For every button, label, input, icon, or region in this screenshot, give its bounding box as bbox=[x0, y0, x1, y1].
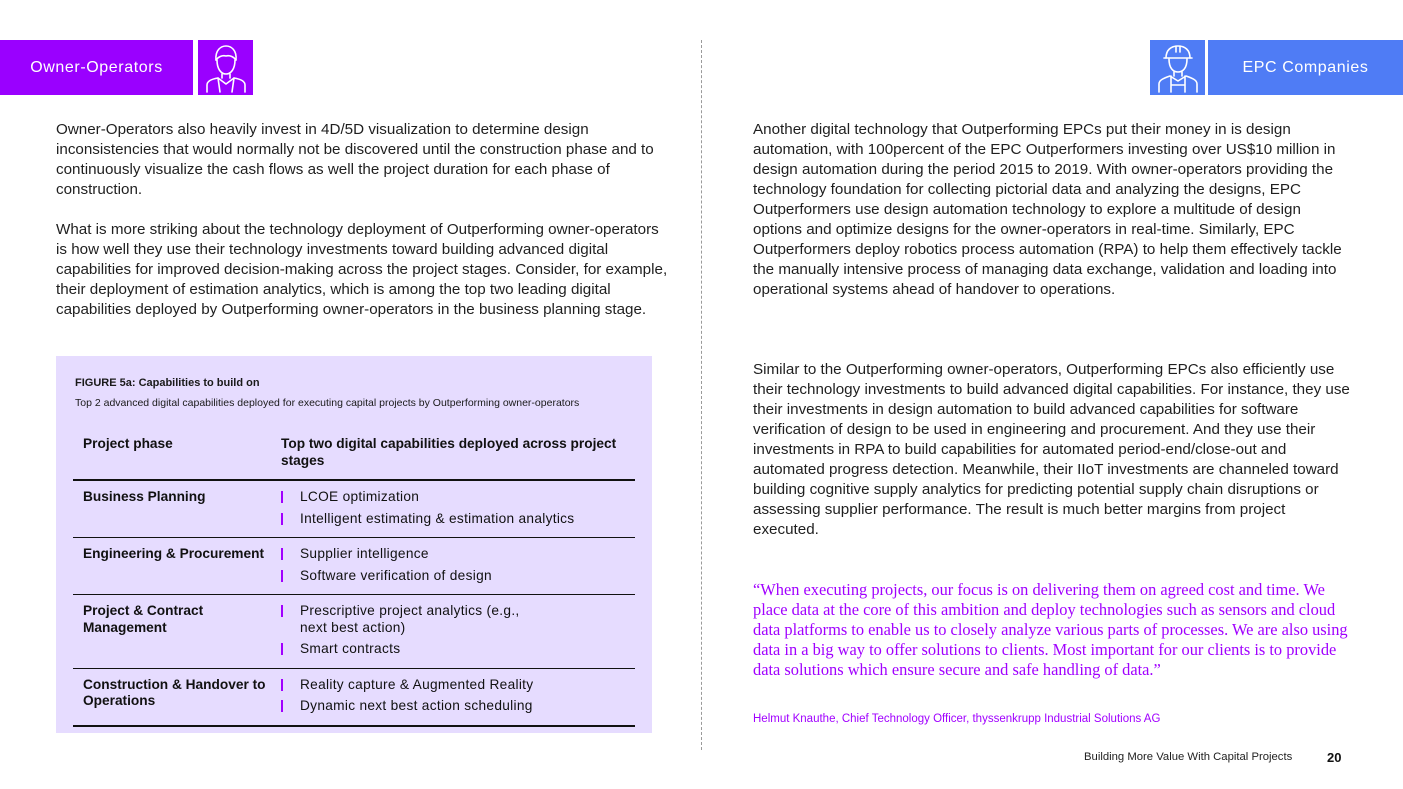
owner-operators-tag: Owner-Operators bbox=[0, 40, 193, 95]
figure-subtitle: Top 2 advanced digital capabilities deployed for executing capital projects by Outperforming owner-operators bbox=[75, 397, 580, 409]
capability-item: LCOE optimization bbox=[281, 489, 635, 506]
column-header-phase: Project phase bbox=[83, 436, 173, 451]
capability-item: Smart contracts bbox=[281, 641, 635, 658]
phase-cell: Business Planning bbox=[83, 489, 206, 504]
capabilities-cell bbox=[273, 480, 635, 538]
capabilities-cell bbox=[273, 668, 635, 726]
capability-item: Supplier intelligence bbox=[281, 546, 635, 563]
phase-cell: Construction & Handover to Operations bbox=[83, 676, 266, 708]
phase-cell: Engineering & Procurement bbox=[83, 546, 265, 561]
page-number: 20 bbox=[1327, 750, 1342, 765]
capabilities-cell bbox=[273, 538, 635, 595]
capability-item: Dynamic next best action scheduling bbox=[281, 698, 635, 715]
table-row bbox=[73, 668, 635, 726]
construction-worker-icon bbox=[1150, 40, 1205, 95]
table-row bbox=[73, 595, 635, 669]
right-paragraph-2: Similar to the Outperforming owner-operators, Outperforming EPCs also efficiently use their technology investments to build advanced digital capabilities. For instance, they use their investments in design automation to build advanced capabilities for software verification of design to be used in engineering and procurement. And they use their investments in RPA to build capabilities for automated period-end/close-out and automated progress detection. Meanwhile, their IIoT investments are channeled toward building cognitive supply analytics for predicting potential supply chain disruptions or assessing supplier performance. The result is much better margins from project executed. bbox=[753, 361, 1350, 538]
left-paragraph-2: What is more striking about the technology deployment of Outperforming owner-operators is how well they use their technology investments toward building advanced digital capabilities for improved decision-making across the project stages. Consider, for example, their deployment of estimation analytics, which is among the top two leading digital capabilities deployed by Outperforming owner-operators in the business planning stage. bbox=[56, 221, 668, 318]
epc-companies-tag: EPC Companies bbox=[1208, 40, 1403, 95]
quote-attribution: Helmut Knauthe, Chief Technology Officer, thyssenkrupp Industrial Solutions AG bbox=[753, 713, 1161, 725]
table-header-row bbox=[73, 436, 635, 480]
page-divider bbox=[701, 40, 702, 750]
pull-quote: “When executing projects, our focus is on delivering them on agreed cost and time. We place data at the core of this ambition and deploy technologies such as sensors and cloud data platforms to enable us to closely analyze various parts of processes. We are also using data in a big way to offer solutions to clients. Most important for our clients is to provide data solutions which ensure secure and safe handling of data.” bbox=[753, 580, 1348, 679]
table-row bbox=[73, 480, 635, 538]
capability-item: Reality capture & Augmented Reality bbox=[281, 677, 635, 694]
owner-operator-person-icon bbox=[198, 40, 253, 95]
capability-item: Prescriptive project analytics (e.g., next best action) bbox=[281, 603, 530, 636]
capabilities-cell bbox=[273, 595, 635, 669]
table-row bbox=[73, 538, 635, 595]
figure-title: FIGURE 5a: Capabilities to build on bbox=[75, 377, 260, 389]
phase-cell: Project & Contract Management bbox=[83, 603, 204, 635]
right-paragraph-1: Another digital technology that Outperforming EPCs put their money in is design automation, with 100percent of the EPC Outperformers investing over US$10 million in design automation during the period 2015 to 2019. With owner-operators providing the technology foundation for collecting pictorial data and analyzing the designs, EPC Outperformers use design automation technology to explore a multitude of design options and optimize designs for the owner-operators in real-time. Similarly, EPC Outperformers deploy robotics process automation (RPA) to help them effectively tackle the manually intensive process of managing data exchange, validation and loading into operational systems ahead of handover to operations. bbox=[753, 121, 1342, 298]
capability-item: Software verification of design bbox=[281, 568, 635, 585]
column-header-capabilities: Top two digital capabilities deployed across project stages bbox=[281, 436, 617, 468]
footer-title: Building More Value With Capital Projects bbox=[1084, 751, 1293, 763]
capabilities-table bbox=[73, 436, 635, 727]
figure-5a bbox=[56, 356, 652, 733]
capability-item: Intelligent estimating & estimation analytics bbox=[281, 511, 635, 528]
left-paragraph-1: Owner-Operators also heavily invest in 4D/5D visualization to determine design inconsistencies that would normally not be discovered until the construction phase and to continuously visualize the cash flows as well the project duration for each phase of construction. bbox=[56, 121, 654, 198]
